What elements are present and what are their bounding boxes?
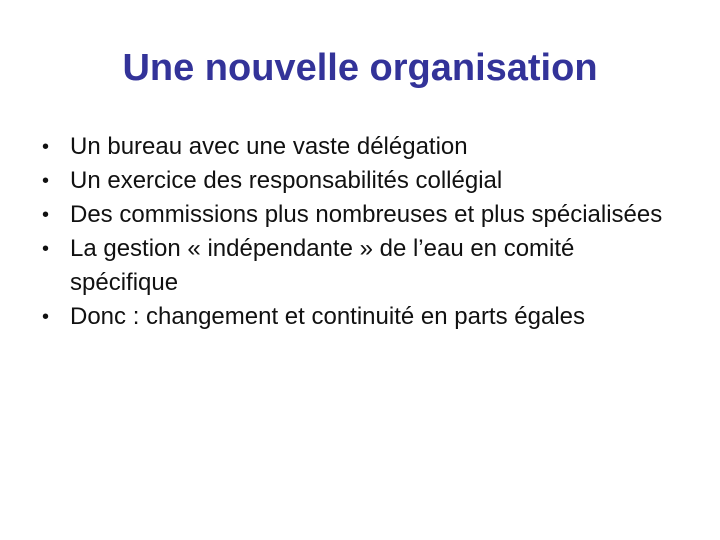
bullet-icon: • <box>42 306 50 328</box>
bullet-item <box>42 232 682 300</box>
bullet-text: Un exercice des responsabilités collégial <box>70 167 503 194</box>
bullet-icon: • <box>42 136 50 158</box>
bullet-item <box>42 198 682 232</box>
bullet-item <box>42 300 682 334</box>
bullet-text: La gestion « indépendante » de l’eau en comité spécifique <box>70 235 575 296</box>
bullet-icon: • <box>42 170 50 192</box>
bullet-item <box>42 164 682 198</box>
bullet-text: Un bureau avec une vaste délégation <box>70 133 468 160</box>
bullet-text: Des commissions plus nombreuses et plus spécialisées <box>70 201 663 228</box>
bullet-text: Donc : changement et continuité en parts égales <box>70 303 585 330</box>
slide-title: Une nouvelle organisation <box>122 47 598 89</box>
bullet-icon: • <box>42 238 50 260</box>
bullet-item <box>42 130 682 164</box>
bullet-list <box>42 130 682 334</box>
bullet-icon: • <box>42 204 50 226</box>
